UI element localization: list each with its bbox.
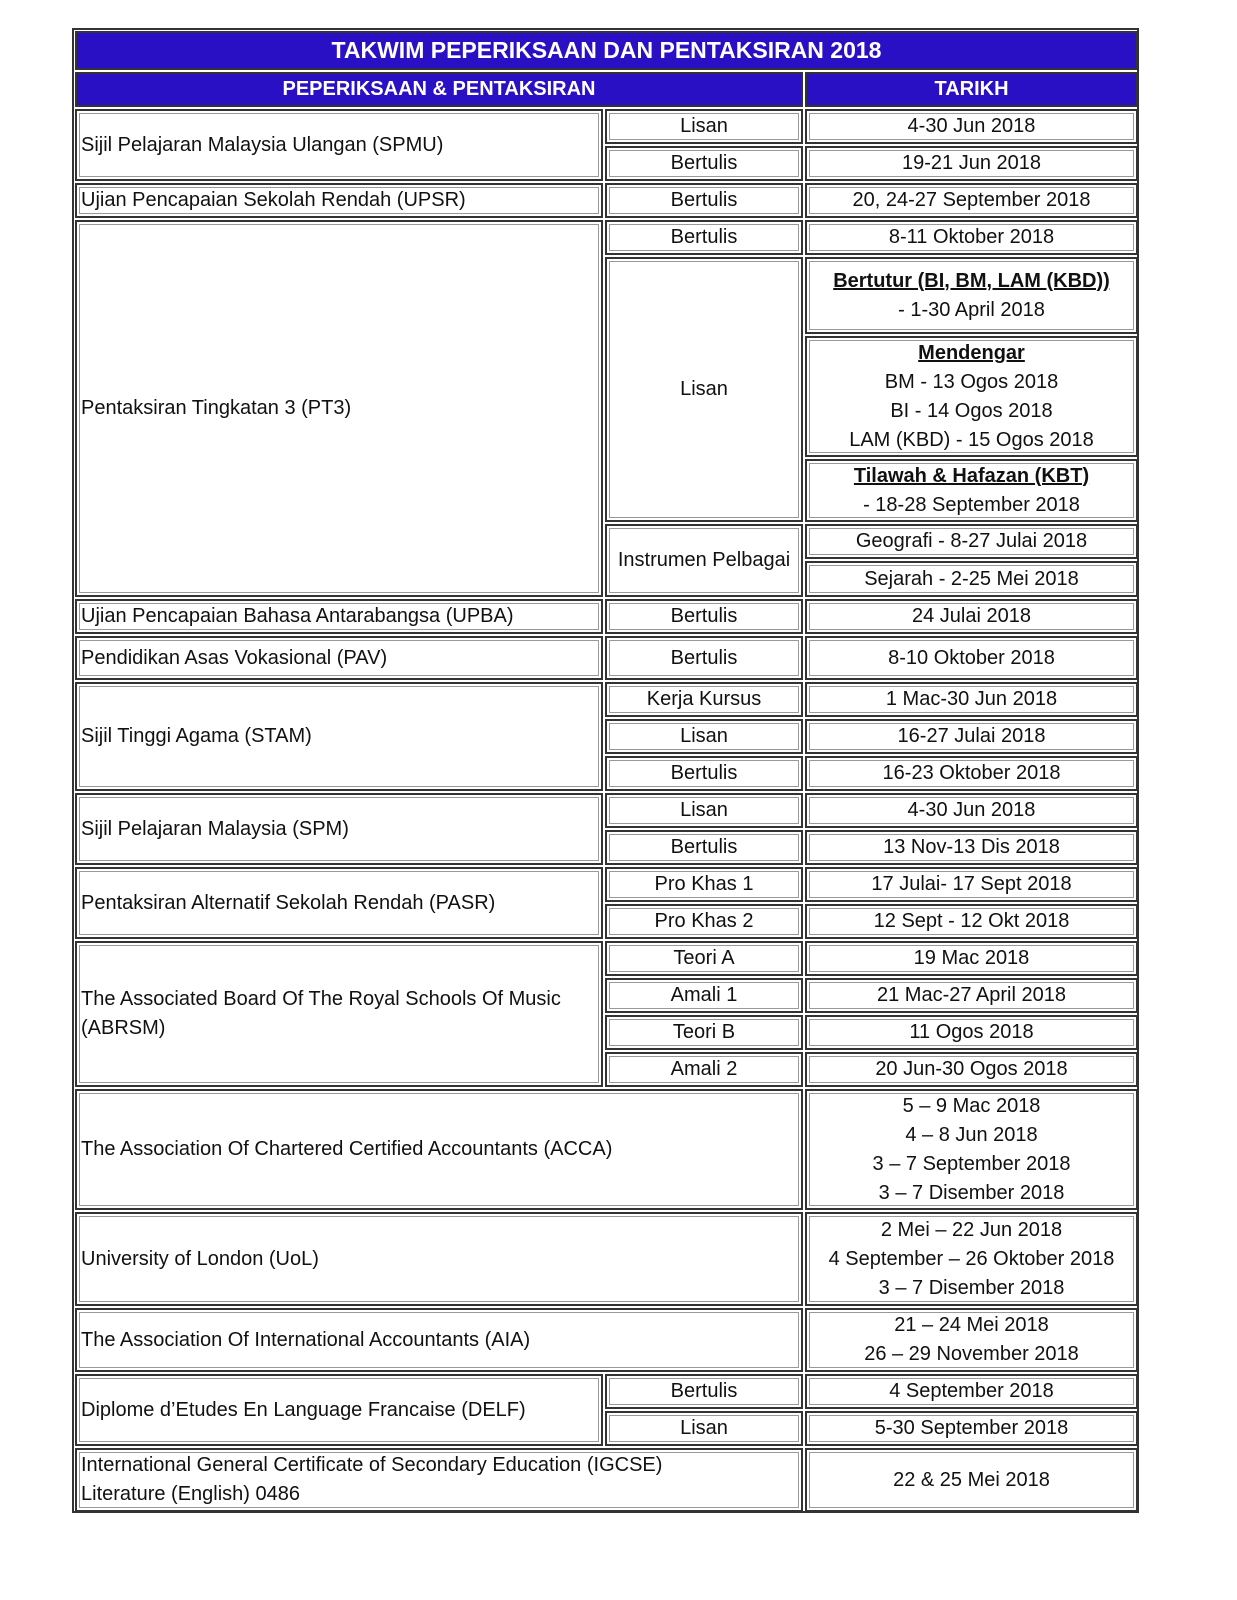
exam-date: 8-10 Oktober 2018 <box>805 636 1138 680</box>
subheading: Bertutur (BI, BM, LAM (KBD)) <box>833 269 1110 292</box>
exam-date: 17 Julai- 17 Sept 2018 <box>805 867 1138 902</box>
name-line: Literature (English) 0486 <box>81 1483 301 1505</box>
exam-date: 19-21 Jun 2018 <box>805 146 1138 181</box>
name-line: (ABRSM) <box>81 1017 166 1039</box>
exam-name-pasr: Pentaksiran Alternatif Sekolah Rendah (PASR) <box>75 867 603 939</box>
exam-name-igcse <box>75 1448 803 1512</box>
date-line: 3 – 7 Disember 2018 <box>878 1181 1065 1204</box>
exam-date-uol <box>805 1212 1138 1306</box>
exam-type: Lisan <box>605 1411 803 1446</box>
date-line: 3 – 7 September 2018 <box>872 1152 1071 1175</box>
exam-type: Teori A <box>605 941 803 976</box>
header-exam: PEPERIKSAAN & PENTAKSIRAN <box>75 72 803 107</box>
exam-type: Bertulis <box>605 220 803 255</box>
exam-type: Bertulis <box>605 183 803 218</box>
exam-date: 24 Julai 2018 <box>805 599 1138 634</box>
exam-date: 21 Mac-27 April 2018 <box>805 978 1138 1013</box>
date-line: - 1-30 April 2018 <box>898 298 1045 321</box>
exam-name-delf: Diplome d’Etudes En Language Francaise (DELF) <box>75 1374 603 1446</box>
exam-date-acca <box>805 1089 1138 1210</box>
exam-type: Pro Khas 2 <box>605 904 803 939</box>
exam-type: Teori B <box>605 1015 803 1050</box>
exam-date: 22 & 25 Mei 2018 <box>805 1448 1138 1512</box>
date-line: 4 – 8 Jun 2018 <box>905 1123 1038 1146</box>
exam-name-spmu: Sijil Pelajaran Malaysia Ulangan (SPMU) <box>75 109 603 181</box>
exam-name-abrsm <box>75 941 603 1087</box>
exam-date-aia <box>805 1308 1138 1372</box>
date-line: 3 – 7 Disember 2018 <box>878 1276 1065 1299</box>
exam-type: Bertulis <box>605 146 803 181</box>
date-line: BI - 14 Ogos 2018 <box>890 399 1053 422</box>
exam-name-stam: Sijil Tinggi Agama (STAM) <box>75 682 603 791</box>
date-line: LAM (KBD) - 15 Ogos 2018 <box>849 428 1094 451</box>
exam-date: 16-27 Julai 2018 <box>805 719 1138 754</box>
exam-date: 5-30 September 2018 <box>805 1411 1138 1446</box>
exam-type: Bertulis <box>605 1374 803 1409</box>
exam-type: Bertulis <box>605 756 803 791</box>
exam-type: Amali 2 <box>605 1052 803 1087</box>
date-line: 4 September – 26 Oktober 2018 <box>828 1247 1115 1270</box>
exam-date-tilawah <box>805 459 1138 522</box>
exam-name-pav: Pendidikan Asas Vokasional (PAV) <box>75 636 603 680</box>
exam-date-bertutur <box>805 257 1138 334</box>
name-line: International General Certificate of Secondary Education (IGCSE) <box>81 1454 663 1476</box>
header-date: TARIKH <box>805 72 1138 107</box>
exam-date: 12 Sept - 12 Okt 2018 <box>805 904 1138 939</box>
date-line: 26 – 29 November 2018 <box>864 1343 1079 1365</box>
exam-date: 13 Nov-13 Dis 2018 <box>805 830 1138 865</box>
exam-name-uol: University of London (UoL) <box>75 1212 803 1306</box>
exam-type: Lisan <box>605 793 803 828</box>
exam-name-aia: The Association Of International Accountants (AIA) <box>75 1308 803 1372</box>
exam-type: Bertulis <box>605 599 803 634</box>
exam-name-upsr: Ujian Pencapaian Sekolah Rendah (UPSR) <box>75 183 603 218</box>
exam-type: Lisan <box>605 257 803 522</box>
date-line: - 18-28 September 2018 <box>863 493 1080 516</box>
exam-date: 20 Jun-30 Ogos 2018 <box>805 1052 1138 1087</box>
exam-date: 4 September 2018 <box>805 1374 1138 1409</box>
exam-name-upba: Ujian Pencapaian Bahasa Antarabangsa (UPBA) <box>75 599 603 634</box>
exam-date: Geografi - 8-27 Julai 2018 <box>805 524 1138 559</box>
exam-date: 16-23 Oktober 2018 <box>805 756 1138 791</box>
exam-date: 19 Mac 2018 <box>805 941 1138 976</box>
exam-date: 4-30 Jun 2018 <box>805 793 1138 828</box>
exam-type: Amali 1 <box>605 978 803 1013</box>
exam-name-spm: Sijil Pelajaran Malaysia (SPM) <box>75 793 603 865</box>
exam-type: Pro Khas 1 <box>605 867 803 902</box>
subheading: Tilawah & Hafazan (KBT) <box>853 464 1090 487</box>
exam-type: Instrumen Pelbagai <box>605 524 803 597</box>
exam-type: Bertulis <box>605 636 803 680</box>
exam-date-mendengar <box>805 336 1138 457</box>
date-line: 21 – 24 Mei 2018 <box>894 1314 1049 1336</box>
exam-date: 4-30 Jun 2018 <box>805 109 1138 144</box>
exam-date: Sejarah - 2-25 Mei 2018 <box>805 561 1138 597</box>
page-title: TAKWIM PEPERIKSAAN DAN PENTAKSIRAN 2018 <box>75 31 1138 70</box>
exam-date: 1 Mac-30 Jun 2018 <box>805 682 1138 717</box>
exam-date: 8-11 Oktober 2018 <box>805 220 1138 255</box>
exam-type: Bertulis <box>605 830 803 865</box>
exam-date: 11 Ogos 2018 <box>805 1015 1138 1050</box>
subheading: Mendengar <box>918 341 1025 364</box>
exam-type: Kerja Kursus <box>605 682 803 717</box>
exam-type: Lisan <box>605 109 803 144</box>
exam-date: 20, 24-27 September 2018 <box>805 183 1138 218</box>
date-line: 5 – 9 Mac 2018 <box>902 1094 1041 1117</box>
exam-name-pt3: Pentaksiran Tingkatan 3 (PT3) <box>75 220 603 597</box>
date-line: 2 Mei – 22 Jun 2018 <box>880 1218 1063 1241</box>
name-line: The Associated Board Of The Royal Schools Of Music <box>81 988 561 1010</box>
exam-name-acca: The Association Of Chartered Certified Accountants (ACCA) <box>75 1089 803 1210</box>
exam-type: Lisan <box>605 719 803 754</box>
date-line: BM - 13 Ogos 2018 <box>884 370 1059 393</box>
